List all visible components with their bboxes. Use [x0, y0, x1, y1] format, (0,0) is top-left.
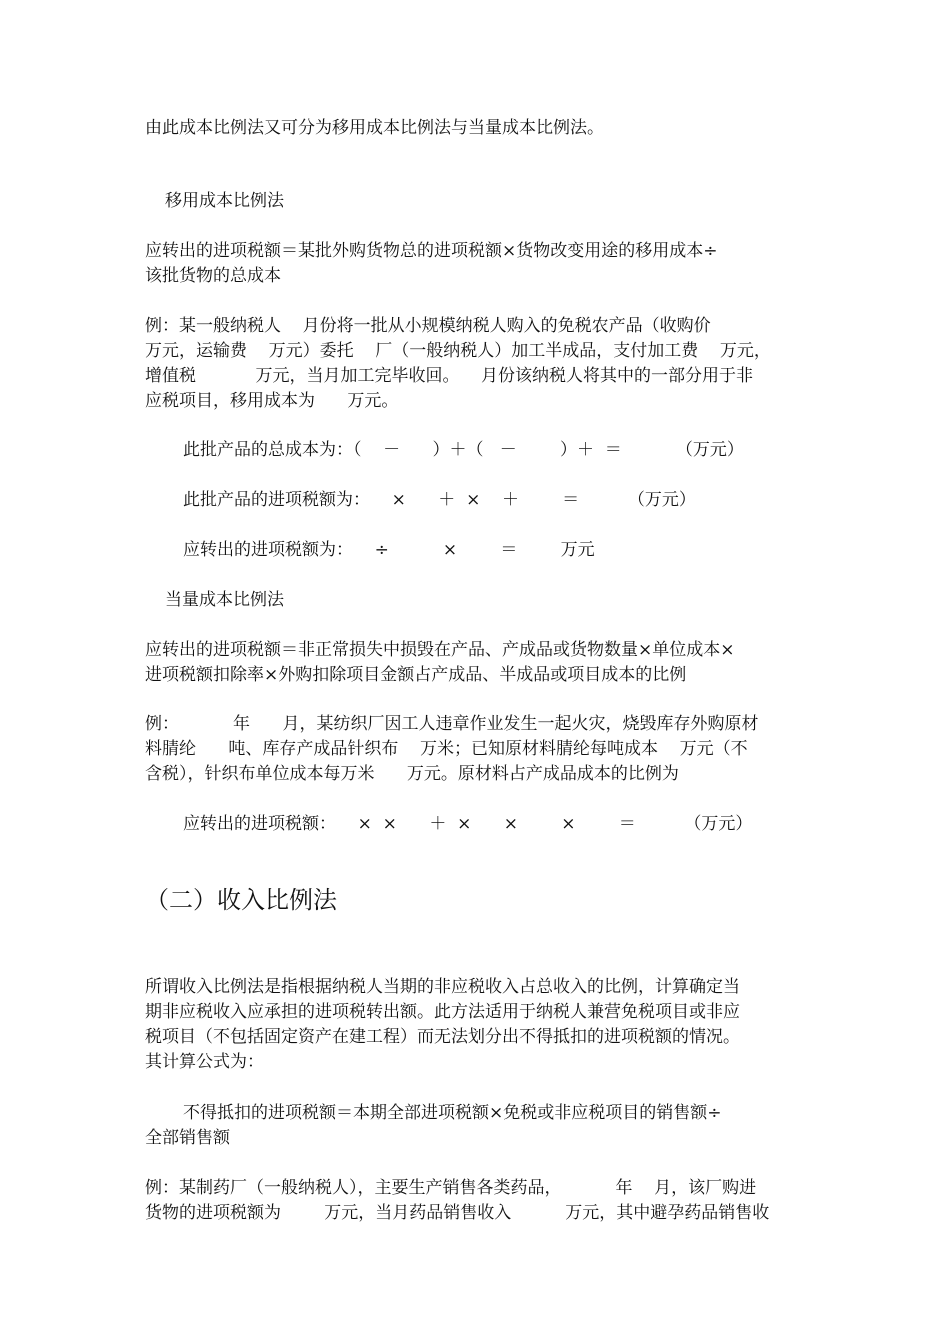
example-1-line-4: 应税项目，移用成本为 万元。 [145, 391, 399, 411]
paragraph-line-4: 其计算公式为： [145, 1052, 264, 1072]
paragraph-line-2: 期非应税收入应承担的进项税转出额。此方法适用于纳税人兼营免税项目或非应 [145, 1002, 740, 1022]
formula-3-line-1: 不得抵扣的进项税额＝本期全部进项税额×免税或非应税项目的销售额÷ [183, 1103, 722, 1123]
paragraph-line-3: 税项目（不包括固定资产在建工程）而无法划分出不得抵扣的进项税额的情况。 [145, 1027, 740, 1047]
formula-2-line-2: 进项税额扣除率×外购扣除项目金额占产成品、半成品或项目成本的比例 [145, 665, 687, 685]
formula-1-line-1: 应转出的进项税额＝某批外购货物总的进项税额×货物改变用途的移用成本÷ [145, 241, 718, 261]
intro-line: 由此成本比例法又可分为移用成本比例法与当量成本比例法。 [145, 118, 604, 138]
sub-heading-equivalent-cost: 当量成本比例法 [165, 590, 284, 610]
paragraph-line-1: 所谓收入比例法是指根据纳税人当期的非应税收入占总收入的比例，计算确定当 [145, 977, 740, 997]
formula-3-line-2: 全部销售额 [145, 1128, 230, 1148]
calc-1-input-tax: 此批产品的进项税额为： × ＋ × ＋ ＝ （万元） [183, 490, 696, 510]
calc-2-transfer-tax: 应转出的进项税额： × × ＋ × × × ＝ （万元） [183, 814, 753, 834]
example-1-line-3: 增值税 万元，当月加工完毕收回。 月份该纳税人将其中的一部分用于非 [145, 366, 754, 386]
example-2-line-1: 例： 年 月，某纺织厂因工人违章作业发生一起火灾，烧毁库存外购原材 [145, 714, 759, 734]
example-2-line-3: 含税），针织布单位成本每万米 万元。原材料占产成品成本的比例为 [145, 764, 679, 784]
example-1-line-2: 万元，运输费 万元）委托 厂（一般纳税人）加工半成品，支付加工费 万元， [145, 341, 771, 361]
formula-1-line-2: 该批货物的总成本 [145, 266, 281, 286]
example-1-line-1: 例：某一般纳税人 月份将一批从小规模纳税人购入的免税农产品（收购价 [145, 316, 711, 336]
section-heading-income-ratio: （二）收入比例法 [145, 886, 337, 914]
calc-1-total-cost: 此批产品的总成本为：（ － ）＋（ － ）＋ ＝ （万元） [183, 440, 744, 460]
calc-1-transfer-tax: 应转出的进项税额为： ÷ × ＝ 万元 [183, 540, 595, 560]
formula-2-line-1: 应转出的进项税额＝非正常损失中损毁在产品、产成品或货物数量×单位成本× [145, 640, 735, 660]
example-3-line-2: 货物的进项税额为 万元，当月药品销售收入 万元，其中避孕药品销售收 [145, 1203, 770, 1223]
sub-heading-transfer-cost: 移用成本比例法 [165, 191, 284, 211]
example-3-line-1: 例：某制药厂（一般纳税人），主要生产销售各类药品， 年 月，该厂购进 [145, 1178, 757, 1198]
example-2-line-2: 料腈纶 吨、库存产成品针织布 万米；已知原材料腈纶每吨成本 万元（不 [145, 739, 748, 759]
